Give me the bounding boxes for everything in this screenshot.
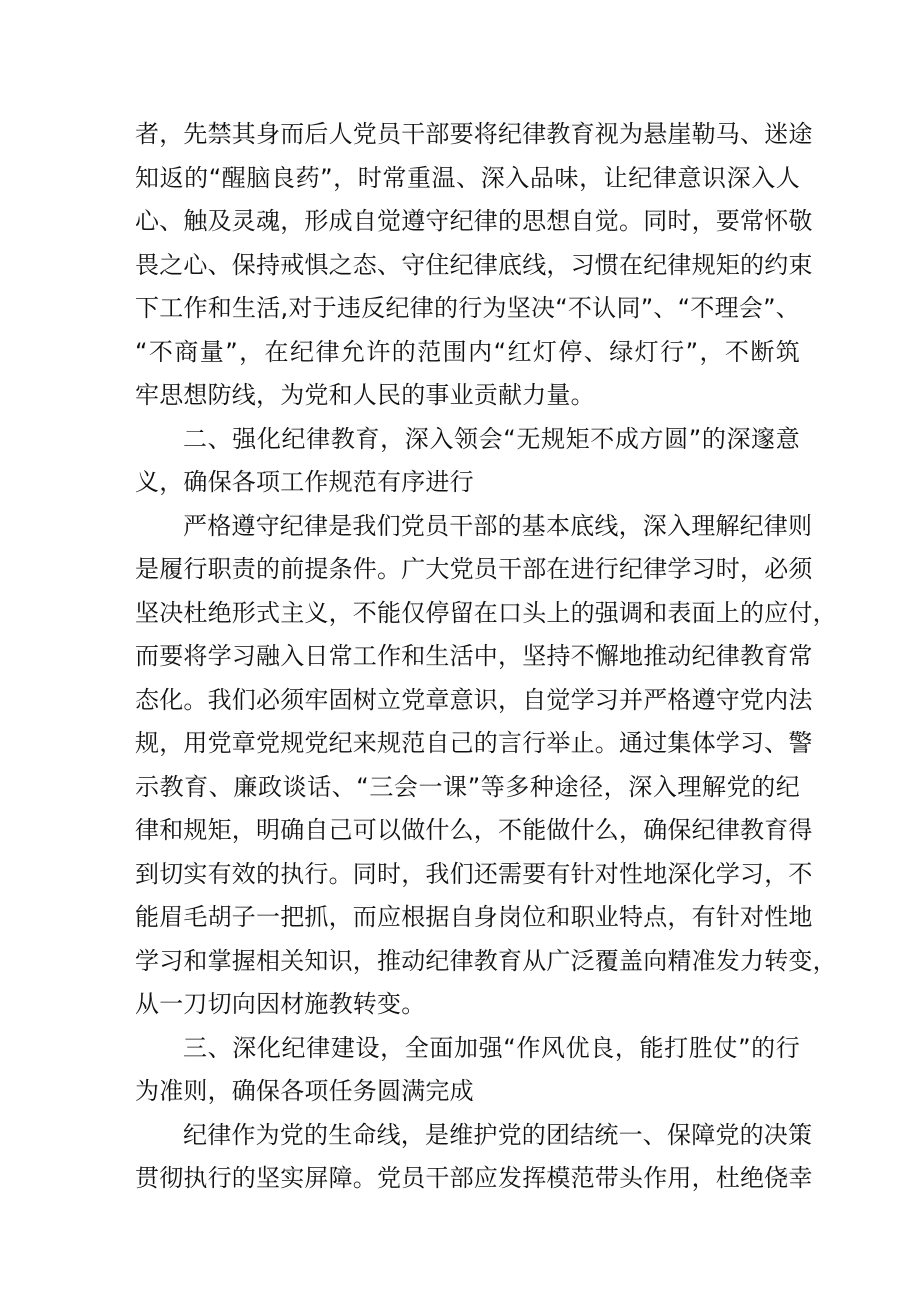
text-line: 是履行职责的前提条件。广大党员干部在进行纪律学习时，必须 <box>135 555 813 583</box>
text-line: “不商量”，在纪律允许的范围内“红灯停、绿灯行”，不断筑 <box>135 338 800 366</box>
text-line: 律和规矩，明确自己可以做什么，不能做什么，确保纪律教育得 <box>135 816 813 844</box>
text-line: 学习和掌握相关知识，推动纪律教育从广泛覆盖向精准发力转变， <box>135 947 837 975</box>
text-line: 规，用党章党规党纪来规范自己的言行举止。通过集体学习、警 <box>135 729 813 757</box>
text-line: 心、触及灵魂，形成自觉遵守纪律的思想自觉。同时，要常怀敬 <box>135 207 813 235</box>
section-heading-2-cont: 义，确保各项工作规范有序进行 <box>135 468 474 496</box>
text-line: 坚决杜绝形式主义，不能仅停留在口头上的强调和表面上的应付， <box>135 599 837 627</box>
section-heading-2: 二、强化纪律教育，深入领会“无规矩不成方圆”的深邃意 <box>183 425 800 453</box>
text-line: 知返的“醒脑良药”，时常重温、深入品味，让纪律意识深入人 <box>135 164 800 192</box>
text-line: 贯彻执行的坚实屏障。党员干部应发挥模范带头作用，杜绝侥幸 <box>135 1164 813 1192</box>
text-line: 示教育、廉政谈话、“三会一课”等多种途径，深入理解党的纪 <box>135 773 800 801</box>
section-heading-3-cont: 为准则，确保各项任务圆满完成 <box>135 1077 474 1105</box>
text-line: 态化。我们必须牢固树立党章意识，自觉学习并严格遵守党内法 <box>135 686 813 714</box>
text-line: 者，先禁其身而后人党员干部要将纪律教育视为悬崖勒马、迷途 <box>135 120 813 148</box>
text-line: 畏之心、保持戒惧之态、守住纪律底线，习惯在纪律规矩的约束 <box>135 251 813 279</box>
text-line: 下工作和生活,对于违反纪律的行为坚决“不认同”、“不理会”、 <box>135 294 800 322</box>
section-heading-3: 三、深化纪律建设，全面加强“作风优良，能打胜仗”的行 <box>183 1034 800 1062</box>
text-line: 能眉毛胡子一把抓，而应根据自身岗位和职业特点，有针对性地 <box>135 903 813 931</box>
text-line: 从一刀切向因材施教转变。 <box>135 990 426 1018</box>
text-line: 纪律作为党的生命线，是维护党的团结统一、保障党的决策 <box>183 1121 813 1149</box>
text-line: 到切实有效的执行。同时，我们还需要有针对性地深化学习，不 <box>135 860 813 888</box>
text-line: 而要将学习融入日常工作和生活中，坚持不懈地推动纪律教育常 <box>135 642 813 670</box>
text-line: 严格遵守纪律是我们党员干部的基本底线，深入理解纪律则 <box>183 512 813 540</box>
text-line: 牢思想防线，为党和人民的事业贡献力量。 <box>135 381 595 409</box>
